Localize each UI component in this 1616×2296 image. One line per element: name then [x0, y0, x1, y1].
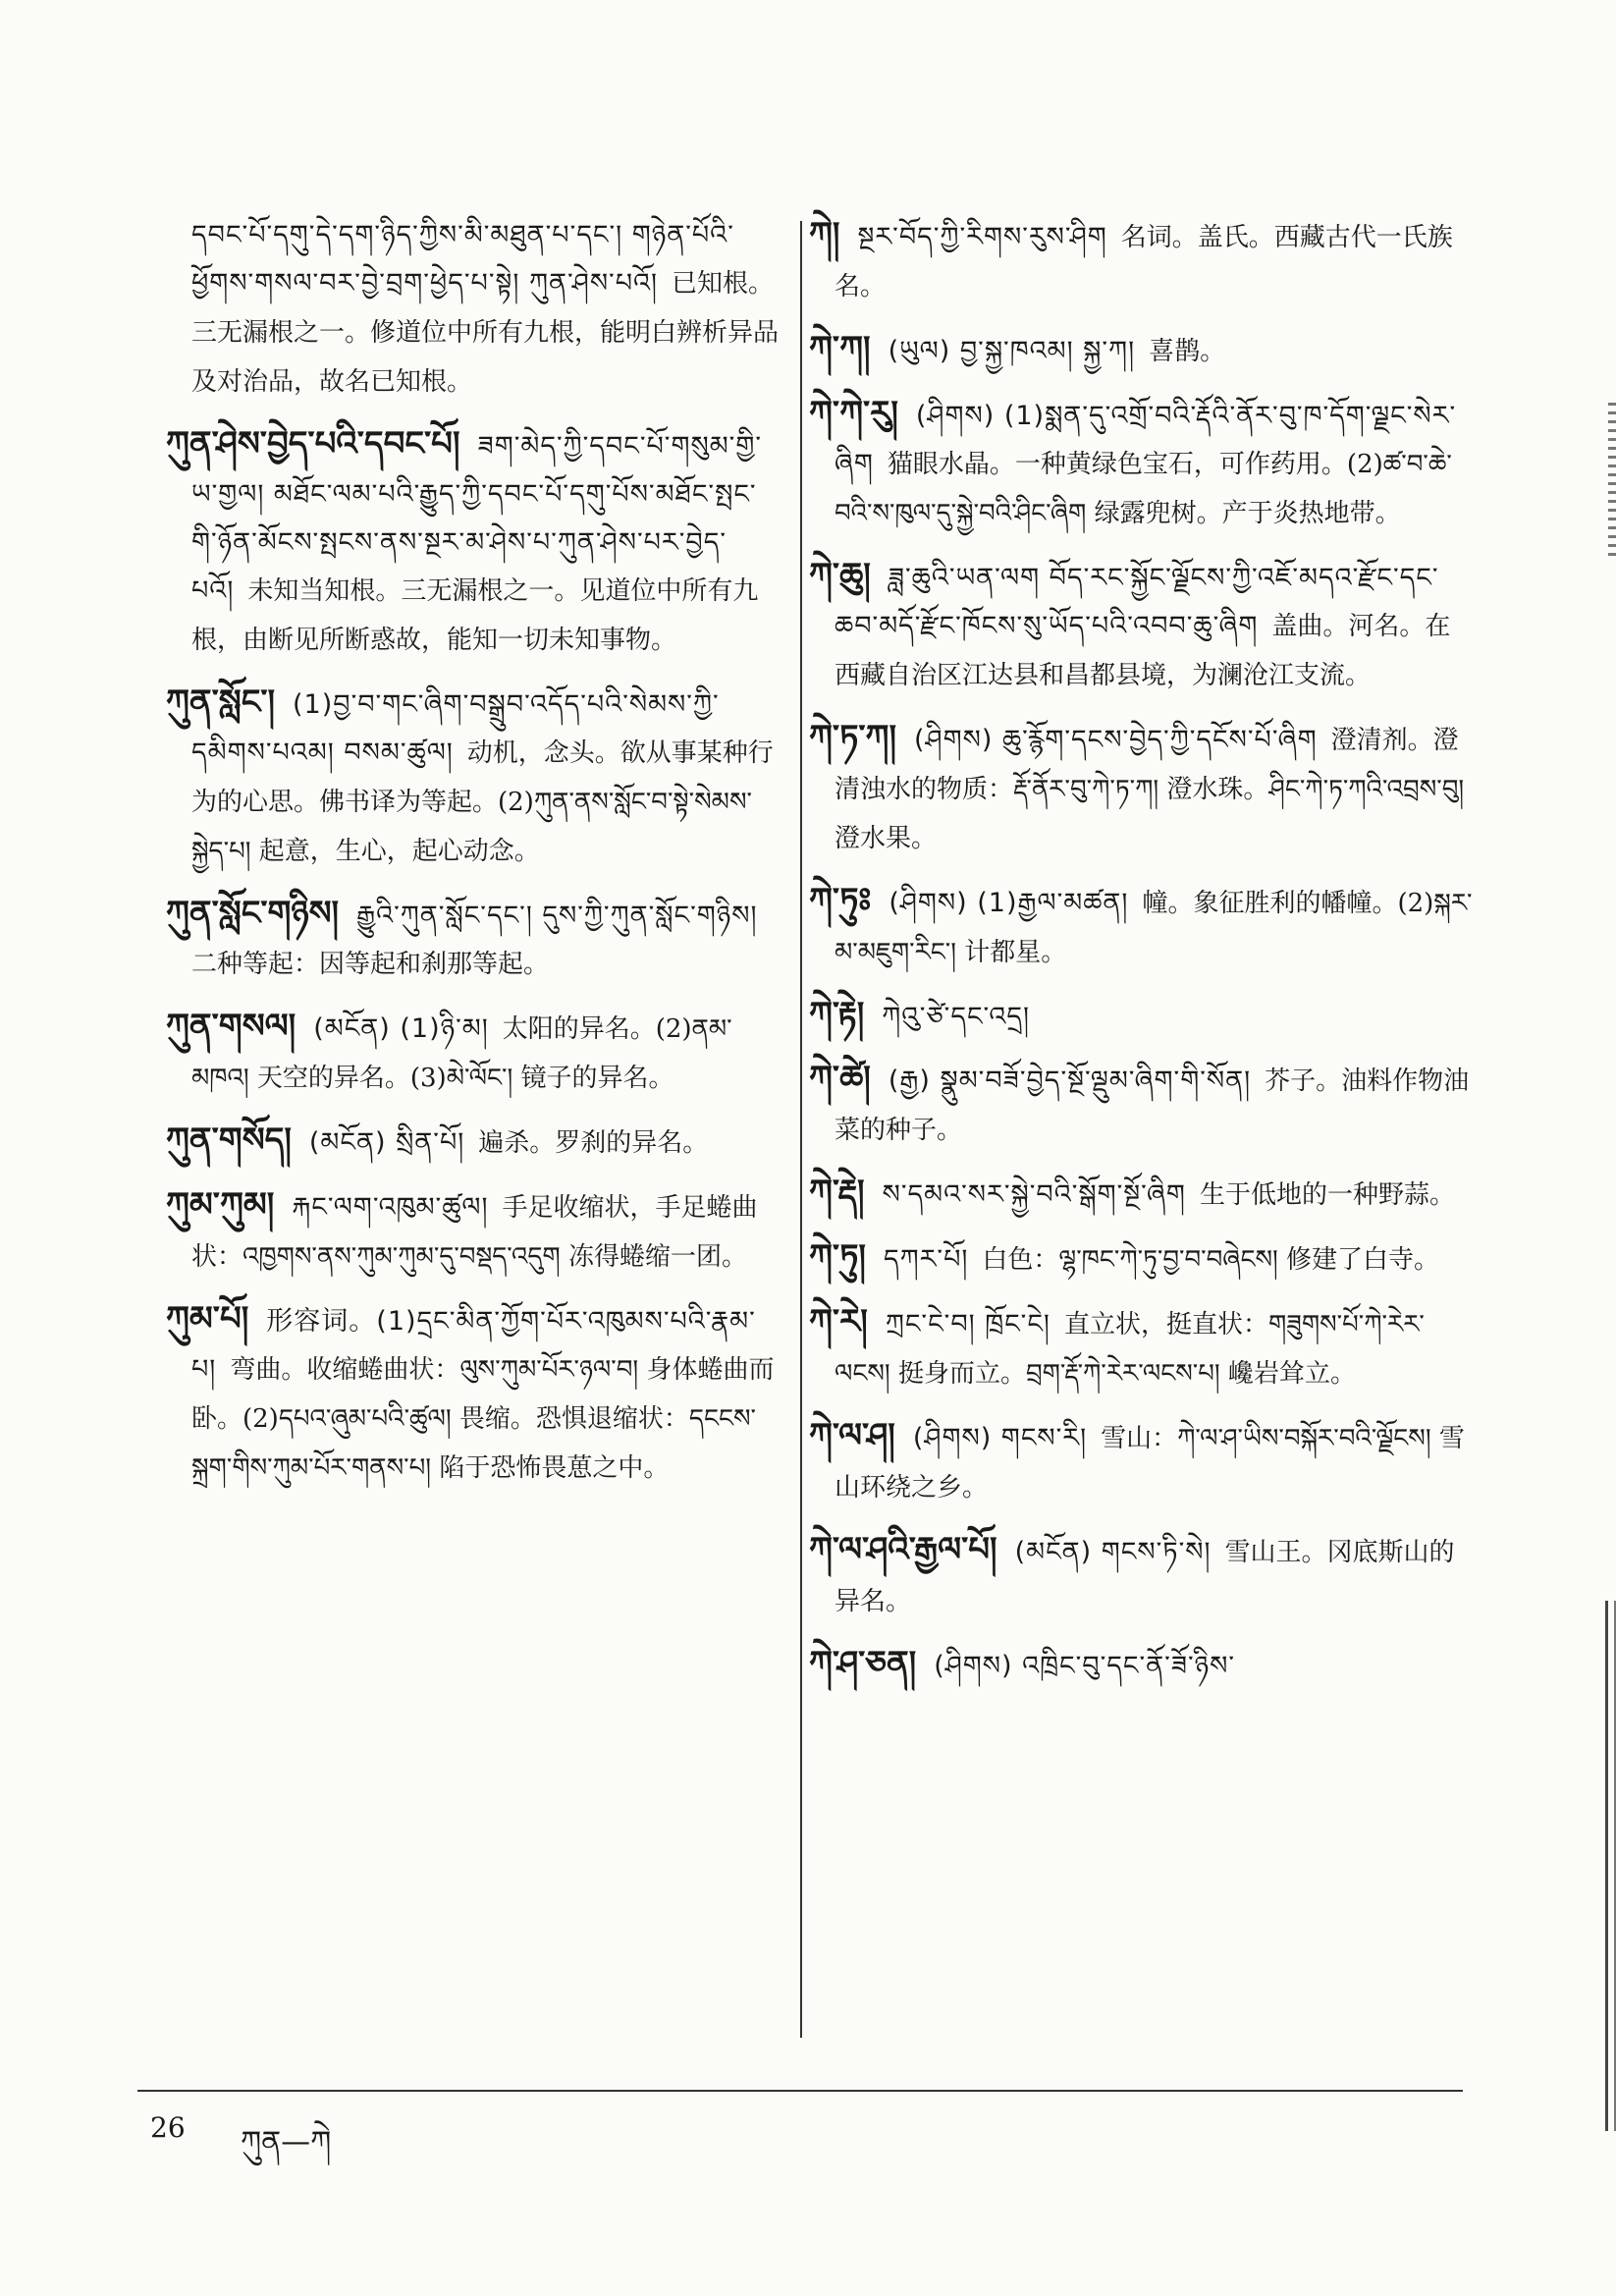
entry-headword: ཀུམ་ཀུམ།: [166, 1185, 275, 1225]
entry-headword: ཀེ་རེ།: [809, 1302, 868, 1341]
entry-tibetan-definition: (མངོན) གངས་ཏི་སེ།: [1014, 1537, 1212, 1567]
entry-headword: ཀུན་གསལ།: [166, 1007, 296, 1046]
entry-tibetan-definition: 形容词。(1)དྲང་མིན་ཀྱོག་པོར་འཁུམས་པའི་རྣམ་པ།: [191, 1306, 756, 1385]
entry-tibetan-definition: དབང་པོ་དགུ་དེ་དག་ཉིད་ཀྱིས་མི་མཐུན་པ་དང་། གཉེན་པོའི་ཕྱོགས་གསལ་བར་བྱེ་བྲག་ཕྱེད་པ་སྟེ། ཀུན་ཤེས་པའོ།: [191, 220, 734, 299]
dictionary-entry: [809, 991, 1473, 1041]
entry-tibetan-definition: རྐང་ལག་འཁུམ་ཚུལ།: [292, 1192, 489, 1223]
left-column: [166, 211, 781, 1506]
entry-chinese-gloss: 太阳的异名。(2)ནམ་མཁའ། 天空的异名。(3)མེ་ལོང་། 镜子的异名。: [191, 1014, 732, 1093]
entry-chinese-gloss: 直立状，挺直状：གཟུགས་པོ་ཀེ་རེར་ལངས། 挺身而立。བྲག་རྡོ་ཀེ་རེར་ལངས་པ། 巉岩耸立。: [835, 1310, 1425, 1389]
entry-tibetan-definition: ཟླ་ཆུའི་ཡན་ལག བོད་རང་སྐྱོང་ལྗོངས་ཀྱི་འཇོ་མདའ་རྫོང་དང་ཆབ་མདོ་རྫོང་ཁོངས་སུ་ཡོད་པའི་འབབ་ཆུ་ཞིག: [835, 563, 1439, 641]
entry-tibetan-definition: (1)བྱ་བ་གང་ཞིག་བསྒྲུབ་འདོད་པའི་སེམས་ཀྱི་དམིགས་པའམ། བསམ་ཚུལ།: [191, 689, 720, 768]
dictionary-entry: [809, 1169, 1473, 1220]
entry-chinese-gloss: 遍杀。罗刹的异名。: [478, 1128, 709, 1158]
entry-chinese-gloss: 澄清剂。澄清浊水的物质：རྡོ་ནོར་བུ་ཀེ་ཏ་ཀ། 澄水珠。ཤིང་ཀེ་ཏ་ཀའི་འབྲས་བུ། 澄水果。: [835, 726, 1465, 853]
entry-chinese-gloss: 盖曲。河名。在西藏自治区江达县和昌都县境，为澜沧江支流。: [835, 612, 1451, 690]
entry-headword: ཀེ་ཤ་ཅན།: [809, 1644, 917, 1683]
entry-headword: ཀེ་ཏུ།: [809, 1237, 866, 1277]
entry-headword: ཀུན་སློང་།: [166, 683, 276, 722]
dictionary-entry: [809, 552, 1473, 700]
entry-chinese-gloss: 雪山：ཀེ་ལ་ཤ་ཡིས་བསྐོར་བའི་ལྗོངས། 雪山环绕之乡。: [835, 1424, 1465, 1503]
entry-chinese-gloss: 名词。盖氏。西藏古代一氏族名。: [835, 223, 1453, 301]
entry-chinese-gloss: 未知当知根。三无漏根之一。见道位中所有九根，由断见所断惑故，能知一切未知事物。: [191, 576, 759, 655]
entry-tibetan-definition: རྒྱུའི་ཀུན་སློང་དང་། དུས་ཀྱི་ཀུན་སློང་གཉིས།: [356, 901, 758, 931]
entry-chinese-gloss: 动机，念头。欲从事某种行为的心思。佛书译为等起。(2)ཀུན་ནས་སློང་བ་སྟེ་སེམས་སྐྱེད་པ། 起意，生心，起心动念。: [191, 738, 774, 866]
entry-headword: ཀེ་ཚེ།: [809, 1059, 871, 1098]
dictionary-entry: [191, 211, 781, 407]
entry-chinese-gloss: 白色：ལྷ་ཁང་ཀེ་ཏུ་བྱ་བ་བཞེངས། 修建了白寺。: [982, 1245, 1440, 1275]
entry-chinese-gloss: 已知根。三无漏根之一。修道位中所有九根，能明白辨析异品及对治品，故名已知根。: [191, 269, 780, 397]
entry-tibetan-definition: ཟག་མེད་ཀྱི་དབང་པོ་གསུམ་གྱི་ཡ་གྱལ། མཐོང་ལམ་པའི་རྒྱུད་ཀྱི་དབང་པོ་དགུ་པོས་མཐོང་སྤང་གི་ཉོན་མོངས་སྤངས་ནས་སྔར་མ་ཤེས་པ་ཀུན་ཤེས་པར་བྱེད་པའོ།: [191, 431, 763, 606]
entry-headword: ཀེ་རྟེ།: [809, 995, 865, 1034]
dictionary-entry: [809, 1412, 1473, 1512]
entry-headword: ཀེ་ཀ།: [809, 329, 871, 368]
entry-tibetan-definition: ཀྲང་ངེ་བ། ཁྲོང་ངེ།: [885, 1309, 1050, 1339]
entry-tibetan-definition: (ཤིགས) ཆུ་རྙོག་དངས་བྱེད་ཀྱི་དངོས་པོ་ཞིག: [914, 725, 1318, 755]
entry-chinese-gloss: 猫眼水晶。一种黄绿色宝石，可作药用。(2)ཚ་བ་ཆེ་བའི་ས་ཁུལ་དུ་སྐྱེ་བའི་ཤིང་ཞིག 绿露兜树。产于炎热地带。: [835, 450, 1452, 528]
entry-headword: ཀེ།: [809, 215, 840, 254]
entry-chinese-gloss: 生于低地的一种野蒜。: [1199, 1180, 1455, 1210]
entry-tibetan-definition: (ཤིགས) གངས་རི།: [912, 1423, 1088, 1453]
dictionary-entry: [166, 1003, 781, 1103]
entry-headword: ཀུམ་པོ།: [166, 1299, 249, 1339]
page-number: 26: [150, 2111, 186, 2144]
dictionary-entry: [809, 325, 1473, 376]
entry-chinese-gloss: 手足收缩状，手足蜷曲状：འཁྱགས་ནས་ཀུམ་ཀུམ་དུ་བསྡད་འདུག 冻得蜷缩一团。: [191, 1193, 758, 1272]
dictionary-entry: [166, 1181, 781, 1282]
entry-chinese-gloss: 弯曲。收缩蜷曲状：ལུས་ཀུམ་པོར་ཉལ་བ། 身体蜷曲而卧。(2)དཔའ་ཞུམ་པའི་ཚུལ། 畏缩。恐惧退缩状：དངངས་སྐྲག་གིས་ཀུམ་པོར་གནས་པ། 陷于恐怖畏葸之中。: [191, 1355, 775, 1483]
dictionary-entry: [809, 211, 1473, 311]
entry-tibetan-definition: (རྒྱ) སྣུམ་བཟོ་བྱེད་སྔོ་ལྡུམ་ཞིག་གི་སོན།: [888, 1066, 1252, 1096]
column-divider: [800, 221, 802, 2038]
entry-tibetan-definition: (ཤིགས) (1)སྨན་དུ་འགྲོ་བའི་རྡོའི་ནོར་བུ་ཁ་དོག་ལྗང་སེར་ཞིག: [835, 401, 1457, 479]
entry-tibetan-definition: ཀེའུ་ཙེ་དང་འདྲ།: [882, 1002, 1031, 1032]
entry-chinese-gloss: 二种等起：因等起和刹那等起。: [191, 950, 550, 979]
dictionary-entry: [166, 1117, 781, 1168]
dictionary-entry: [809, 1233, 1473, 1285]
entry-tibetan-definition: (མངོན) (1)ཉི་མ།: [313, 1013, 489, 1044]
entry-tibetan-definition: (ཤིགས) འཁྲིང་བུ་དང་ནོ་ཟོ་ཉིས་: [934, 1651, 1236, 1681]
entry-headword: ཀེ་ལ་ཤའི་རྒྱལ་པོ།: [809, 1530, 997, 1569]
edge-marks-top: [1608, 403, 1616, 560]
footer-rule: [137, 2090, 1463, 2092]
entry-tibetan-definition: (ཤིགས) (1)རྒྱལ་མཚན།: [889, 888, 1129, 918]
dictionary-entry: [166, 679, 781, 876]
dictionary-entry: [166, 420, 781, 665]
dictionary-entry: [809, 1526, 1473, 1626]
entry-headword: ཀེ་ཀེ་རུ།: [809, 394, 898, 433]
entry-headword: ཀེ་ལ་ཤ།: [809, 1416, 895, 1455]
entry-headword: ཀུན་ཤེས་བྱེད་པའི་དབང་པོ།: [166, 424, 460, 464]
entry-chinese-gloss: 芥子。油料作物油菜的种子。: [835, 1066, 1470, 1145]
dictionary-entry: [809, 390, 1473, 538]
dictionary-entry: [166, 890, 781, 989]
entry-tibetan-definition: སྔར་བོད་ཀྱི་རིགས་རུས་ཤིག: [857, 222, 1107, 252]
entry-headword: ཀེ་ཏ་ཀ།: [809, 718, 897, 757]
entry-tibetan-definition: (ཡུལ) བྱ་སྐྱ་ཁའམ། སྐྱ་ཀ།: [888, 336, 1136, 366]
dictionary-entry: [809, 1298, 1473, 1398]
entry-headword: ཀེ་རྡེ།: [809, 1173, 865, 1212]
entry-tibetan-definition: དཀར་པོ།: [883, 1244, 969, 1275]
dictionary-entry: [809, 877, 1473, 977]
dictionary-entry: [166, 1295, 781, 1493]
entry-chinese-gloss: 雪山王。冈底斯山的异名。: [835, 1538, 1455, 1616]
entry-tibetan-definition: ས་དམའ་སར་སྐྱེ་བའི་སྒོག་སྔོ་ཞིག: [882, 1179, 1186, 1210]
entry-headword: ཀེ་ཆུ།: [809, 556, 871, 595]
entry-chinese-gloss: 幢。象征胜利的幡幢。(2)སྐར་མ་མཇུག་རིང་། 计都星。: [835, 889, 1473, 967]
entry-chinese-gloss: 喜鹊。: [1149, 337, 1226, 366]
entry-tibetan-definition: (མངོན) སྲིན་པོ།: [308, 1127, 465, 1158]
edge-marks-bottom: [1605, 1601, 1616, 2131]
entry-headword: ཀེ་ཏུཿ: [809, 881, 872, 920]
dictionary-entry: [809, 714, 1473, 863]
entry-headword: ཀུན་སློང་གཉིས།: [166, 894, 340, 933]
right-column: [809, 211, 1473, 1704]
entry-headword: ཀུན་གསོད།: [166, 1121, 292, 1160]
dictionary-entry: [809, 1055, 1473, 1155]
dictionary-entry: [809, 1640, 1473, 1690]
running-head: ཀུན—ཀེ: [241, 2125, 332, 2159]
